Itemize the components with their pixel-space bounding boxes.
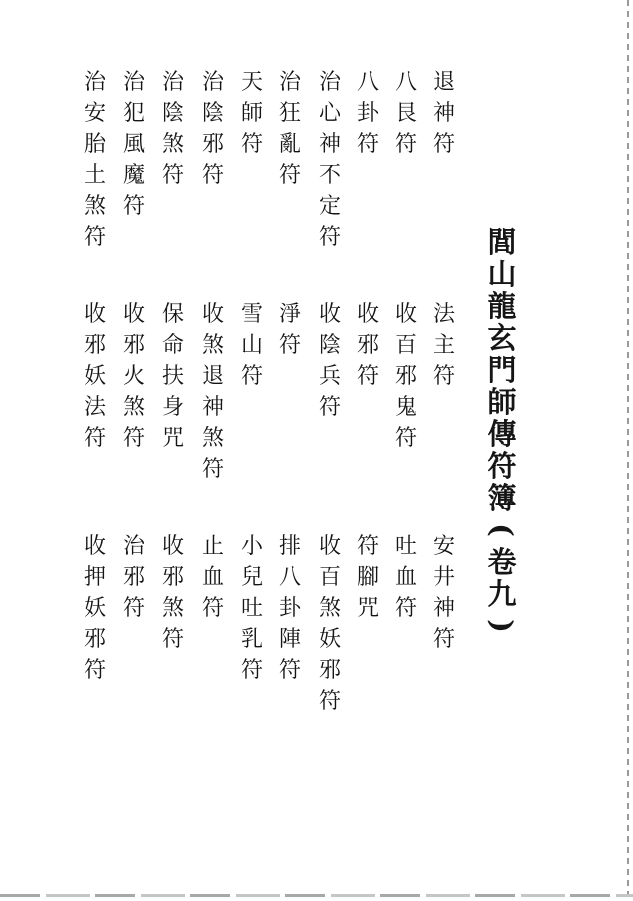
- talisman-entry: 符 腳 咒: [356, 534, 379, 621]
- scan-edge-right: [627, 0, 629, 901]
- talisman-entry: 治 陰 煞 符: [161, 70, 184, 188]
- talisman-entry: 退 神 符: [432, 70, 455, 157]
- talisman-entry: 止 血 符: [201, 534, 224, 621]
- talisman-entry: 收 百 邪 鬼 符: [394, 302, 417, 451]
- talisman-entry: 法 主 符: [432, 302, 455, 389]
- talisman-entry: 收 煞 退 神 煞 符: [201, 302, 224, 482]
- talisman-entry: 治 犯 風 魔 符: [122, 70, 145, 219]
- talisman-entry: 吐 血 符: [394, 534, 417, 621]
- talisman-entry: 排 八 卦 陣 符: [278, 534, 301, 683]
- talisman-entry: 八 卦 符: [356, 70, 379, 157]
- talisman-entry: 收 陰 兵 符: [318, 302, 341, 420]
- talisman-entry: 收 百 煞 妖 邪 符: [318, 534, 341, 714]
- talisman-entry: 淨 符: [278, 302, 301, 358]
- talisman-entry: 雪 山 符: [240, 302, 263, 389]
- scan-edge-bottom: [0, 894, 633, 897]
- talisman-entry: 收 邪 煞 符: [161, 534, 184, 652]
- talisman-entry: 八 艮 符: [394, 70, 417, 157]
- talisman-entry: 天 師 符: [240, 70, 263, 157]
- talisman-entry: 收 押 妖 邪 符: [83, 534, 106, 683]
- talisman-entry: 治 狂 亂 符: [278, 70, 301, 188]
- talisman-entry: 收 邪 妖 法 符: [83, 302, 106, 451]
- talisman-entry: 治 心 神 不 定 符: [318, 70, 341, 250]
- talisman-entry: 治 邪 符: [122, 534, 145, 621]
- talisman-entry: 治 陰 邪 符: [201, 70, 224, 188]
- page-title: 閭 山 龍 玄 門 師 傳 符 簿 ( 卷 九 ): [485, 225, 519, 633]
- talisman-entry: 保 命 扶 身 咒: [161, 302, 184, 451]
- talisman-entry: 收 邪 火 煞 符: [122, 302, 145, 451]
- talisman-entry: 小 兒 吐 乳 符: [240, 534, 263, 683]
- talisman-entry: 收 邪 符: [356, 302, 379, 389]
- talisman-entry: 治 安 胎 土 煞 符: [83, 70, 106, 250]
- talisman-entry: 安 井 神 符: [432, 534, 455, 652]
